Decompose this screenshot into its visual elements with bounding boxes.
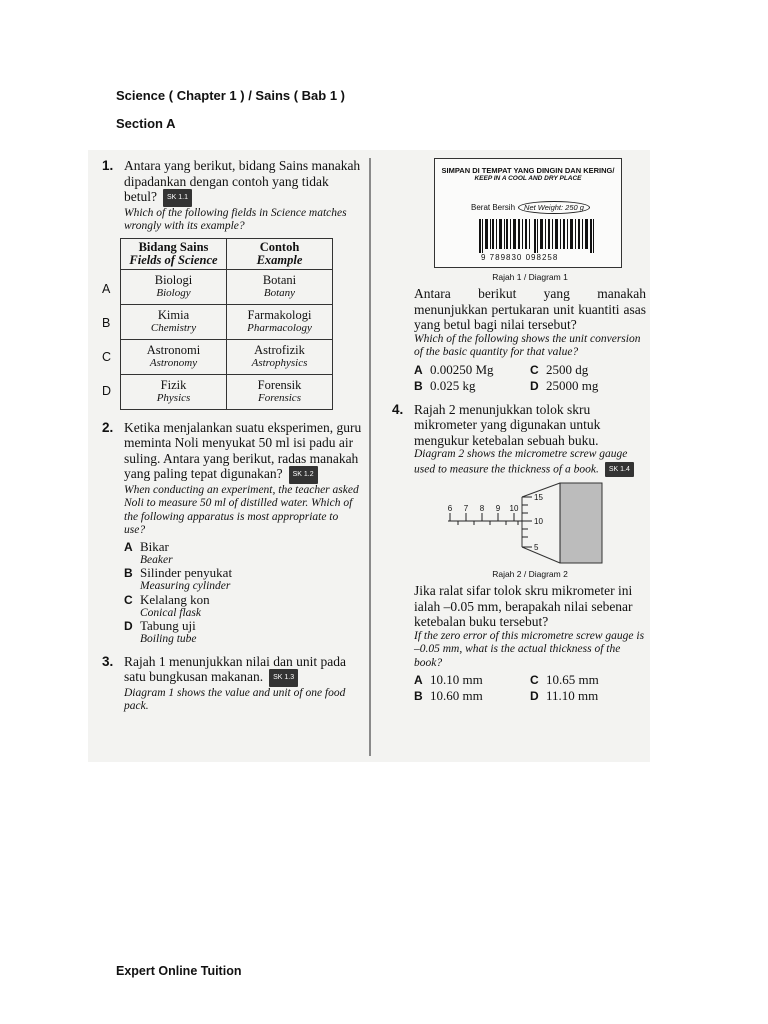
question-text-ms: Rajah 2 menunjukkan tolok skru mikrometer yang digunakan untuk mengukur ketebalan sebuah buku.: [414, 401, 601, 448]
option-text: 25000 mg: [546, 377, 599, 393]
thimble-tick-label: 15: [534, 493, 543, 502]
net-weight-value: Net Weight: 250 g: [518, 201, 590, 214]
cell-en: Astrophysics: [251, 357, 308, 370]
cell-en: Astronomy: [149, 357, 198, 370]
barcode-icon: [479, 219, 595, 253]
table-row: [121, 374, 333, 409]
question-text-ms: [124, 420, 362, 484]
option-label: A: [414, 362, 423, 377]
table-row: [121, 339, 333, 374]
food-pack-label: [434, 158, 622, 268]
header-en: Fields of Science: [129, 252, 218, 267]
option-label: D: [530, 378, 539, 393]
option-label: C: [530, 362, 539, 377]
option-text: 10.65 mm: [546, 672, 599, 687]
option-b[interactable]: [414, 378, 530, 394]
q4-en-text: Diagram 2 shows the micrometre screw gauge used to measure the thickness of a book.: [414, 448, 628, 475]
document-title: Science ( Chapter 1 ) / Sains ( Bab 1 ): [116, 88, 346, 103]
question-text-ms: [124, 158, 362, 207]
q4-options: [414, 672, 646, 704]
question-3: [100, 654, 362, 714]
left-column: [100, 158, 362, 714]
cell-ms: Astronomi: [146, 343, 201, 358]
option-text: 0.00250 Mg: [430, 361, 494, 377]
option-d[interactable]: [124, 619, 362, 646]
option-a[interactable]: [414, 672, 530, 688]
storage-instruction-en: KEEP IN A COOL AND DRY PLACE: [474, 175, 582, 182]
thimble-tick-label: 5: [534, 543, 539, 552]
question-2: [100, 420, 362, 646]
table-header-example: [227, 238, 333, 269]
table-header-field: [121, 238, 227, 269]
skill-tag: SK 1.3: [269, 669, 298, 687]
option-text-en: Measuring cylinder: [140, 580, 231, 593]
thimble-tick-label: 10: [534, 517, 543, 526]
sleeve-tick-label: 8: [479, 504, 485, 513]
question-1: [100, 158, 362, 410]
table-cell-example: [227, 339, 333, 374]
skill-tag: SK 1.1: [163, 189, 192, 207]
table-row: [121, 304, 333, 339]
option-label: D: [124, 619, 133, 634]
option-text-en: Beaker: [140, 553, 173, 566]
section-heading: Section A: [116, 116, 176, 131]
q1-ms-text: Antara yang berikut, bidang Sains manakah dipadankan dengan contoh yang tidak betul?: [124, 158, 361, 204]
question-text-en: Diagram 1 shows the value and unit of one food pack.: [124, 686, 346, 713]
cell-ms: Kimia: [157, 308, 190, 323]
option-text: 2500 dg: [546, 361, 589, 377]
table-header-row: [121, 238, 333, 269]
storage-instruction-ms: SIMPAN DI TEMPAT YANG DINGIN DAN KERING/: [441, 166, 615, 175]
question-text-en: [414, 448, 646, 477]
cell-ms: Forensik: [257, 378, 302, 393]
cell-ms: Fizik: [160, 378, 187, 393]
option-label: A: [414, 673, 423, 687]
diagram-2-caption: Rajah 2 / Diagram 2: [492, 569, 568, 579]
q3-options: [414, 362, 646, 394]
question-text-en: Which of the following fields in Science matches wrongly with its example?: [124, 206, 347, 233]
option-label: C: [530, 673, 539, 687]
table-row: [121, 269, 333, 304]
header-en: Example: [256, 252, 303, 267]
option-text: 10.10 mm: [430, 672, 483, 687]
option-text-en: Boiling tube: [140, 633, 197, 646]
table-cell-field: [121, 269, 227, 304]
q3-question-en: Which of the following shows the unit conversion of the basic quantity for that value?: [414, 332, 641, 358]
question-number: 3.: [102, 653, 114, 669]
scanned-page: [88, 150, 650, 762]
option-d[interactable]: [530, 378, 646, 394]
row-label: C: [102, 349, 112, 364]
cell-en: Botany: [263, 287, 296, 300]
option-b[interactable]: [414, 688, 530, 704]
table-cell-example: [227, 374, 333, 409]
option-text: 10.60 mm: [430, 688, 483, 703]
cell-ms: Botani: [262, 273, 297, 288]
cell-en: Physics: [156, 392, 191, 405]
table-cell-field: [121, 339, 227, 374]
table-cell-field: [121, 304, 227, 339]
header-ms: Bidang Sains: [138, 239, 209, 254]
sleeve-tick-label: 9: [495, 504, 501, 513]
skill-tag: SK 1.2: [289, 466, 318, 484]
option-c[interactable]: [530, 672, 646, 688]
question-text-ms: [124, 654, 362, 687]
sleeve-tick-label: 6: [447, 504, 453, 513]
option-text-ms: Tabung uji: [140, 618, 196, 634]
column-divider: [369, 158, 371, 756]
cell-en: Forensics: [258, 392, 301, 405]
table-cell-example: [227, 304, 333, 339]
micrometer-diagram: [414, 481, 646, 565]
net-weight-label: Berat Bersih: [471, 203, 516, 212]
fields-table-wrap: [102, 238, 362, 410]
sleeve-tick-label: 7: [463, 504, 469, 513]
q4-question-ms: Jika ralat sifar tolok skru mikrometer ini ialah –0.05 mm, berapakah nilai sebenar ketebalan buku tersebut?: [414, 583, 633, 629]
barcode-number: 9 789830 098258: [481, 253, 559, 262]
option-text-ms: Silinder penyukat: [140, 565, 233, 581]
option-d[interactable]: [530, 688, 646, 704]
question-4: [390, 402, 646, 478]
option-label: B: [414, 378, 423, 393]
right-column: [392, 158, 646, 704]
option-label: D: [530, 689, 539, 703]
q3-ms-text: Rajah 1 menunjukkan nilai dan unit pada satu bungkusan makanan.: [124, 653, 346, 685]
option-label: B: [124, 566, 133, 581]
q3-question-ms: Antara berikut yang manakah menunjukkan pertukaran unit kuantiti asas yang betul bagi nilai tersebut?: [414, 286, 646, 332]
sleeve-tick-label: 10: [509, 504, 519, 513]
row-label: B: [102, 315, 111, 330]
fields-table: [120, 238, 333, 410]
cell-en: Pharmacology: [247, 322, 312, 335]
skill-tag: SK 1.4: [605, 462, 634, 478]
question-number: 1.: [102, 158, 114, 173]
option-text-ms: Bikar: [140, 538, 169, 554]
question-number: 2.: [102, 419, 114, 435]
net-weight-line: [471, 201, 590, 214]
question-number: 4.: [392, 401, 404, 417]
option-b[interactable]: [124, 566, 362, 593]
option-text-ms: Kelalang kon: [140, 591, 210, 607]
cell-en: Biology: [156, 287, 191, 300]
footer-text: Expert Online Tuition: [116, 964, 242, 978]
header-ms: Contoh: [259, 239, 300, 254]
cell-ms: Biologi: [154, 273, 193, 288]
table-cell-example: [227, 269, 333, 304]
option-a[interactable]: [414, 362, 530, 378]
row-label: A: [102, 281, 111, 296]
option-label: A: [124, 539, 133, 554]
cell-ms: Farmakologi: [247, 308, 312, 323]
table-cell-field: [121, 374, 227, 409]
option-label: B: [414, 689, 423, 703]
q2-ms-text: Ketika menjalankan suatu eksperimen, guru meminta Noli menyukat 50 ml isi padu air suling. Antara yang berikut, radas manakah yang paling tepat digunakan?: [124, 419, 362, 482]
option-c[interactable]: [124, 593, 362, 620]
option-text: 11.10 mm: [546, 688, 599, 703]
option-c[interactable]: [530, 362, 646, 378]
option-text: 0.025 kg: [430, 377, 476, 393]
cell-ms: Astrofizik: [254, 343, 305, 358]
row-label: D: [102, 383, 112, 398]
diagram-1-caption: Rajah 1 / Diagram 1: [492, 272, 568, 282]
question-text-en: When conducting an experiment, the teacher asked Noli to measure 50 ml of distilled water. Which of the following apparatus is most appropriate to use?: [124, 483, 359, 537]
cell-en: Chemistry: [150, 322, 197, 335]
option-label: C: [124, 592, 133, 607]
option-text-en: Conical flask: [140, 606, 202, 619]
q4-question-en: If the zero error of this micrometre screw gauge is –0.05 mm, what is the actual thickness of the book?: [414, 629, 645, 669]
option-a[interactable]: [124, 540, 362, 567]
